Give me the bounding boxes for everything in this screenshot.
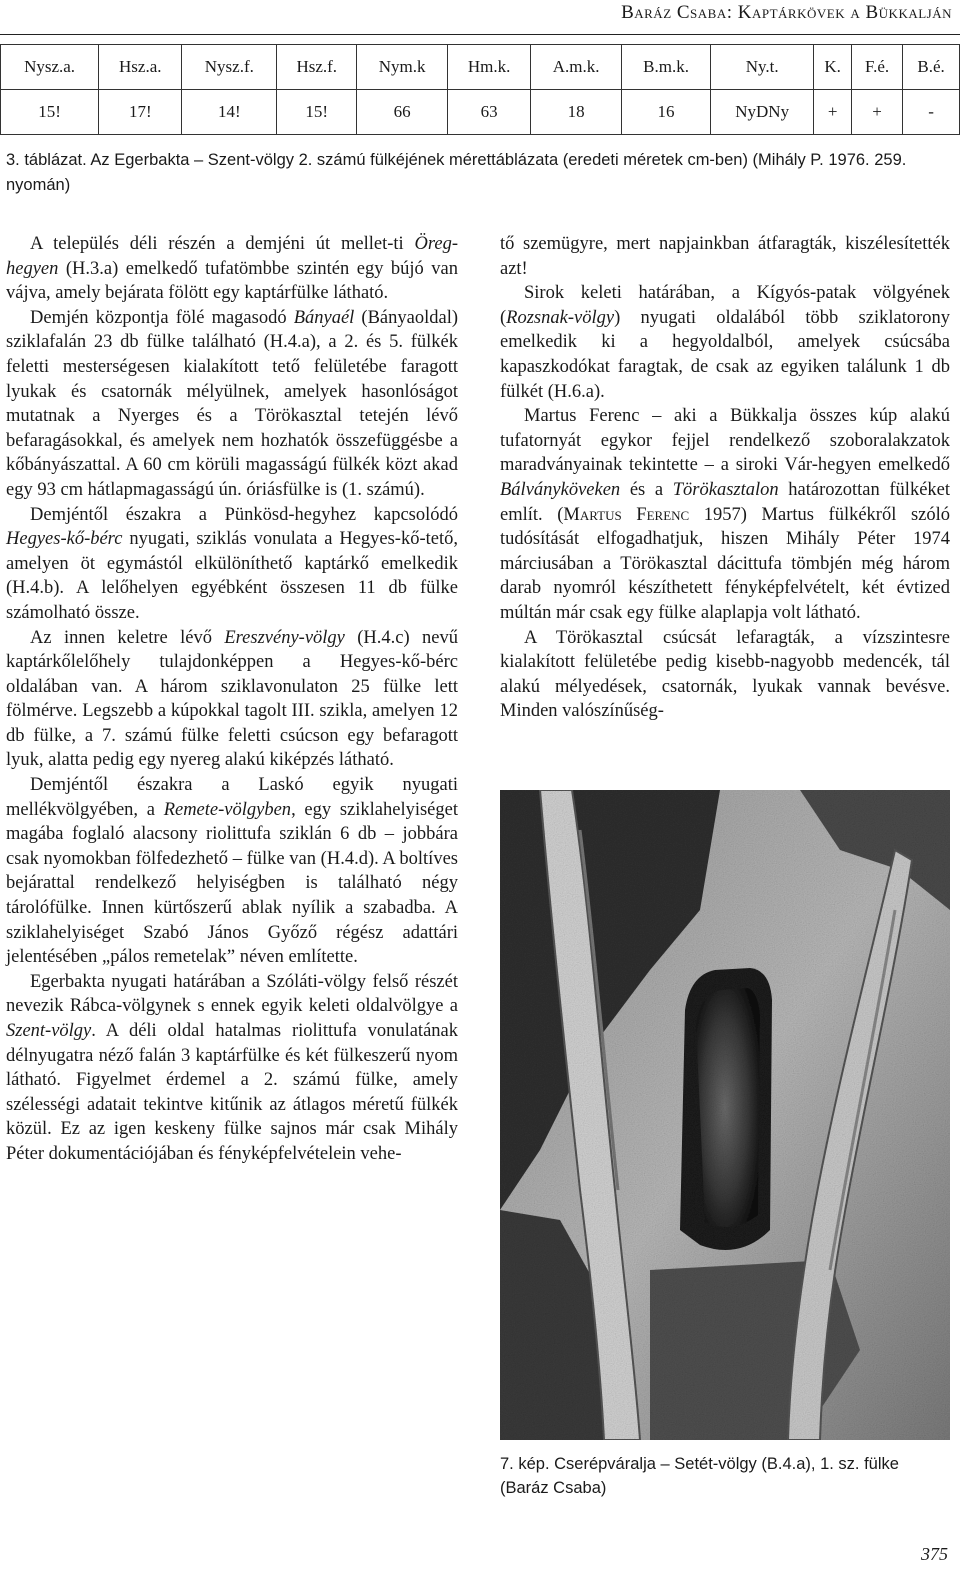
paragraph xyxy=(6,970,458,1167)
text-run: tő szemügyre, mert napjainkban átfaragták, kiszélesítették azt! xyxy=(500,234,950,279)
table-cell: NyDNy xyxy=(711,90,814,135)
paragraph xyxy=(500,232,950,281)
table-cell: 15! xyxy=(1,90,99,135)
table-header-cell: Ny.t. xyxy=(711,45,814,90)
niche-photo-illustration xyxy=(500,790,950,1440)
measurement-table xyxy=(0,44,960,135)
place-name: Öreg-hegyen xyxy=(6,234,458,279)
author-name: Martus Ferenc xyxy=(563,504,690,525)
table-cell: + xyxy=(852,90,903,135)
place-name: Hegyes-kő-bérc xyxy=(6,529,123,550)
table-cell: + xyxy=(814,90,852,135)
table-cell: 15! xyxy=(277,90,357,135)
header-rule xyxy=(0,34,960,35)
paragraph xyxy=(6,232,458,306)
text-run: nyugati, sziklás vonulata a Hegyes-kő-tető, amelyen öt egymástól elkülöníthető kaptárkő emelkedik (H.4.b). A lelőhelyen egyébként összesen 11 db fülke számolható össze. xyxy=(6,529,458,623)
text-run: Az innen keletre lévő xyxy=(30,627,225,648)
table-header-cell: Hm.k. xyxy=(447,45,530,90)
paragraph xyxy=(6,626,458,774)
place-name: Remete-völgyben xyxy=(163,799,292,820)
place-name: Bányaél xyxy=(293,307,355,328)
table-header-cell: Nysz.a. xyxy=(1,45,99,90)
table-header-cell: B.é. xyxy=(903,45,960,90)
table-header-cell: B.m.k. xyxy=(622,45,711,90)
table-header-cell: K. xyxy=(814,45,852,90)
place-name: Törökasztalon xyxy=(672,479,779,500)
table-cell: 14! xyxy=(182,90,277,135)
text-run: Demjéntől északra a Laskó egyik nyugati mellékvölgyében, a xyxy=(6,775,458,820)
paragraph xyxy=(500,626,950,724)
text-run: , egy sziklahelyiséget magába foglaló alacsony riolittufa sziklán 6 db – jobbára csak nyomokban fölfedezhető – fülke van (H.4.d). A boltíves bejárattal rendelkező helyiségben is található négy tárolófülke. Innen kürtőszerű ablak nyílik a szabadba. A sziklahelyiséget Szabó János Győző régész adattári jelentésében „pálos remetelak” néven említette. xyxy=(6,799,458,968)
text-run: (H.3.a) emelkedő tufatömbbe szintén egy bújó van vájva, amely bejárata fölött egy kaptárfülke látható. xyxy=(6,258,458,304)
table-header-cell: Nysz.f. xyxy=(182,45,277,90)
text-run: határozottan fülkéket említ. ( xyxy=(500,479,951,525)
table-cell: - xyxy=(903,90,960,135)
text-run: (Bányaoldal) sziklafalán 23 db fülke található (H.4.a), a 2. és 5. fülkék feletti mesterségesen kialakított tető felületébe faragott lyukak és csatornák mélyülnek, amelyek hasonlóságot mutatnak a Nyerges és a Törökasztal tetején lévő befaragásokkal, és amelyek nem hozhatók összefüggésbe a kőbányászattal. A 60 cm körüli magasságú fülkék közt akad egy 93 cm hátlapmagasságú ún. óriásfülke is (1. számú). xyxy=(6,307,459,500)
table-cell: 66 xyxy=(357,90,448,135)
table-header-cell: Hsz.a. xyxy=(99,45,182,90)
table-header-row xyxy=(1,45,960,90)
left-text-column xyxy=(6,232,458,1167)
table-caption: 3. táblázat. Az Egerbakta – Szent-völgy 2. számú fülkéjének mérettáblázata (eredeti méretek cm-ben) (Mihály P. 1976. 259. nyomán) xyxy=(6,151,907,194)
text-run: 1957) Martus fülkékről szóló tudósítását elfogadhatjuk, hiszen Mihály Péter 1974 márciusában a Törökasztal dácittufa tömbjén még három darab nyomról készíthetett fényképfelvételt, két évtized múltán már csak egy fülke alaplapja volt látható. xyxy=(500,504,950,623)
paragraph xyxy=(6,306,458,503)
page-number: 375 xyxy=(921,1544,948,1564)
text-run: Demjéntől északra a Pünkösd-hegyhez kapcsolódó xyxy=(30,504,458,525)
running-header: Baráz Csaba: Kaptárkövek a Bükkalján xyxy=(621,2,952,23)
table-cell: 18 xyxy=(531,90,622,135)
text-run: Demjén központja fölé magasodó xyxy=(30,307,294,328)
paragraph xyxy=(500,281,950,404)
place-name: Rozsnak-völgy xyxy=(506,307,615,328)
text-run: Sirok keleti határában, a Kígyós-patak völgyének ( xyxy=(500,283,950,328)
text-run: és a xyxy=(620,479,673,500)
text-run: A település déli részén a demjéni út mellet-ti xyxy=(30,234,415,254)
photo-figure xyxy=(500,790,950,1440)
text-run: Martus Ferenc – aki a Bükkalja összes kúp alakú tufatornyát egykor fejjel rendelkező szoboralakzatok maradványainak tekintette – a siroki Vár-hegyen emelkedő xyxy=(500,406,950,476)
place-name: Szent-völgy xyxy=(6,1021,92,1041)
table-header-cell: A.m.k. xyxy=(531,45,622,90)
text-run: Egerbakta nyugati határában a Szóláti-völgy felső részét nevezik Rábca-völgynek s ennek egyik keleti oldalvölgye a xyxy=(6,971,458,1017)
text-run: (H.4.c) nevű kaptárkőlelőhely tulajdonképpen a Hegyes-kő-bérc oldalában van. A három sziklavonulaton 25 fülke lett fölmérve. Legszebb a kúpokkal tagolt III. szikla, amelyen 12 db fülke, a 7. számú fülke feletti csúcson egy befaragott lyuk, alatta pedig egy nyereg alakú kiképzés látható. xyxy=(6,627,458,771)
table-header-cell: Nym.k xyxy=(357,45,448,90)
table-header-cell: Hsz.f. xyxy=(277,45,357,90)
table-header-cell: F.é. xyxy=(852,45,903,90)
figure-caption: 7. kép. Cserépváralja – Setét-völgy (B.4.a), 1. sz. fülke (Baráz Csaba) xyxy=(500,1455,899,1497)
table-cell: 16 xyxy=(622,90,711,135)
place-name: Ereszvény-völgy xyxy=(224,627,345,648)
text-run: . A déli oldal hatalmas riolittufa vonulatának délnyugatra néző falán 3 kaptárfülke és két fülkeszerű nyom látható. Figyelmet érdemel a 2. számú fülke, amely szélességi adatait tekintve kitűnik az átlagos méretű fülkék közül. Ez az igen keskeny fülke sajnos már csak Mihály Péter dokumentációjában és fényképfelvételein vehe- xyxy=(6,1021,458,1164)
table-cell: 63 xyxy=(447,90,530,135)
paragraph xyxy=(6,773,458,970)
table-cell: 17! xyxy=(99,90,182,135)
paragraph xyxy=(6,503,458,626)
table-value-row xyxy=(1,90,960,135)
text-run: A Törökasztal csúcsát lefaragták, a vízszintesre kialakított felületébe pedig kisebb-nagyobb medencék, tál alakú mélyedések, csatornák, lyukak vannak bevésve. Minden valószínűség- xyxy=(500,627,950,722)
place-name: Bálványköveken xyxy=(500,479,621,500)
right-text-column xyxy=(500,232,950,724)
text-run: ) nyugati oldalából több sziklatorony emelkedik ki a hegyoldalból, amelyek csúcsába kapaszkodókat faragtak, de csak az egyiken találunk 1 db fülkét (H.6.a). xyxy=(500,307,950,402)
paragraph xyxy=(500,404,950,625)
